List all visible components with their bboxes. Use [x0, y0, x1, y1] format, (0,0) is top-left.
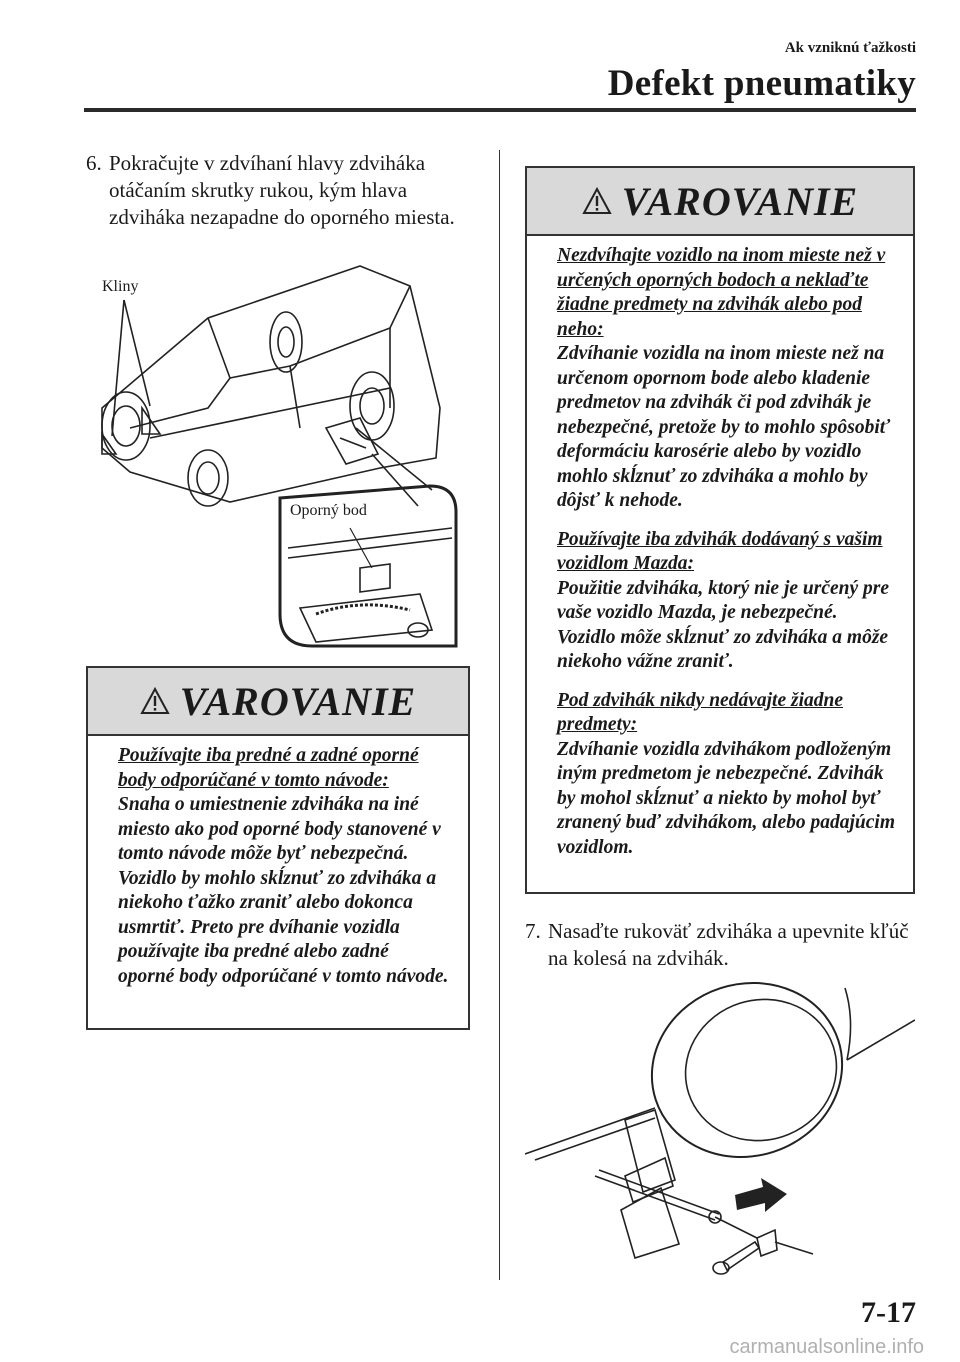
warning-title: Používajte iba predné a zadné oporné body odporúčané v tomto návode: [118, 745, 419, 791]
warning-heading: VAROVANIE [179, 678, 417, 724]
watermark: carmanualsonline.info [729, 1336, 924, 1358]
wedges-label: Kliny [102, 278, 139, 295]
step-6 [86, 150, 486, 231]
step-number: 6. [86, 151, 102, 175]
warning-triangle-icon [582, 187, 612, 215]
header-section: Ak vzniknú ťažkosti [784, 40, 916, 56]
warning-body [527, 236, 913, 870]
column-divider [499, 150, 500, 1280]
warning-header [527, 168, 913, 236]
jack-handle-drawing [525, 980, 915, 1280]
jack-handle-illustration [525, 980, 915, 1280]
warning-heading: VAROVANIE [621, 178, 859, 224]
warning-body [88, 736, 468, 999]
warning-item-text: Použitie zdviháka, ktorý nie je určený pre vaše vozidlo Mazda, je nebezpečné. Vozidlo môže skĺznuť zo zdviháka a môže niekoho vážne zraniť. [557, 577, 890, 672]
warning-text: Snaha o umiestnenie zdviháka na iné miesto ako pod oporné body stanovené v tomto návode môže byť nebezpečná. Vozidlo by mohlo skĺznuť zo zdviháka a niekoho ťažko zraniť alebo dokonca usmrtiť. Preto pre dvíhanie vozidla používajte iba predné alebo zadné oporné body odporúčané v tomto návode. [118, 794, 449, 987]
warning-item-title: Nezdvíhajte vozidlo na inom mieste než v určených oporných bodoch a neklaďte žiadne predmety na zdvihák alebo pod neho: [557, 245, 886, 340]
warning-item-text: Zdvíhanie vozidla zdvihákom podloženým iným predmetom je nebezpečné. Zdvihák by mohol skĺznuť a niekto by mohol byť zranený buď zdvihákom, alebo padajúcim vozidlom. [557, 738, 895, 858]
warning-item-title: Používajte iba zdvihák dodávaný s vašim vozidlom Mazda: [557, 528, 883, 574]
warning-header [88, 668, 468, 736]
step-number: 7. [525, 919, 541, 943]
step-7 [525, 918, 925, 972]
step-text: Nasaďte rukoväť zdviháka a upevnite kľúč na kolesá na zdvihák. [548, 919, 909, 970]
warning-triangle-icon [140, 687, 170, 715]
warning-item [557, 528, 895, 675]
warning-item-title: Pod zdvihák nikdy nedávajte žiadne predmety: [557, 689, 843, 735]
page-title: Defekt pneumatiky [607, 63, 916, 104]
car-jack-illustration [90, 258, 470, 650]
page-number: 7-17 [861, 1296, 916, 1329]
warning-box-1 [86, 666, 470, 1030]
warning-item [557, 689, 895, 861]
warning-item [557, 244, 895, 514]
warning-box-2 [525, 166, 915, 894]
warning-item-text: Zdvíhanie vozidla na inom mieste než na určenom opornom bode alebo kladenie predmetov na zdvihák či pod zdvihák je nebezpečné, pretože by to mohlo spôsobiť deformáciu karosérie alebo by vozidlo mohlo skĺznuť zo zdviháka a mohlo by dôjsť k nehode. [557, 343, 891, 511]
support-point-label: Oporný bod [290, 502, 367, 519]
step-text: Pokračujte v zdvíhaní hlavy zdviháka otáčaním skrutky rukou, kým hlava zdviháka nezapadne do oporného miesta. [109, 151, 455, 229]
car-jack-drawing [90, 258, 470, 650]
header-rule [84, 108, 916, 112]
